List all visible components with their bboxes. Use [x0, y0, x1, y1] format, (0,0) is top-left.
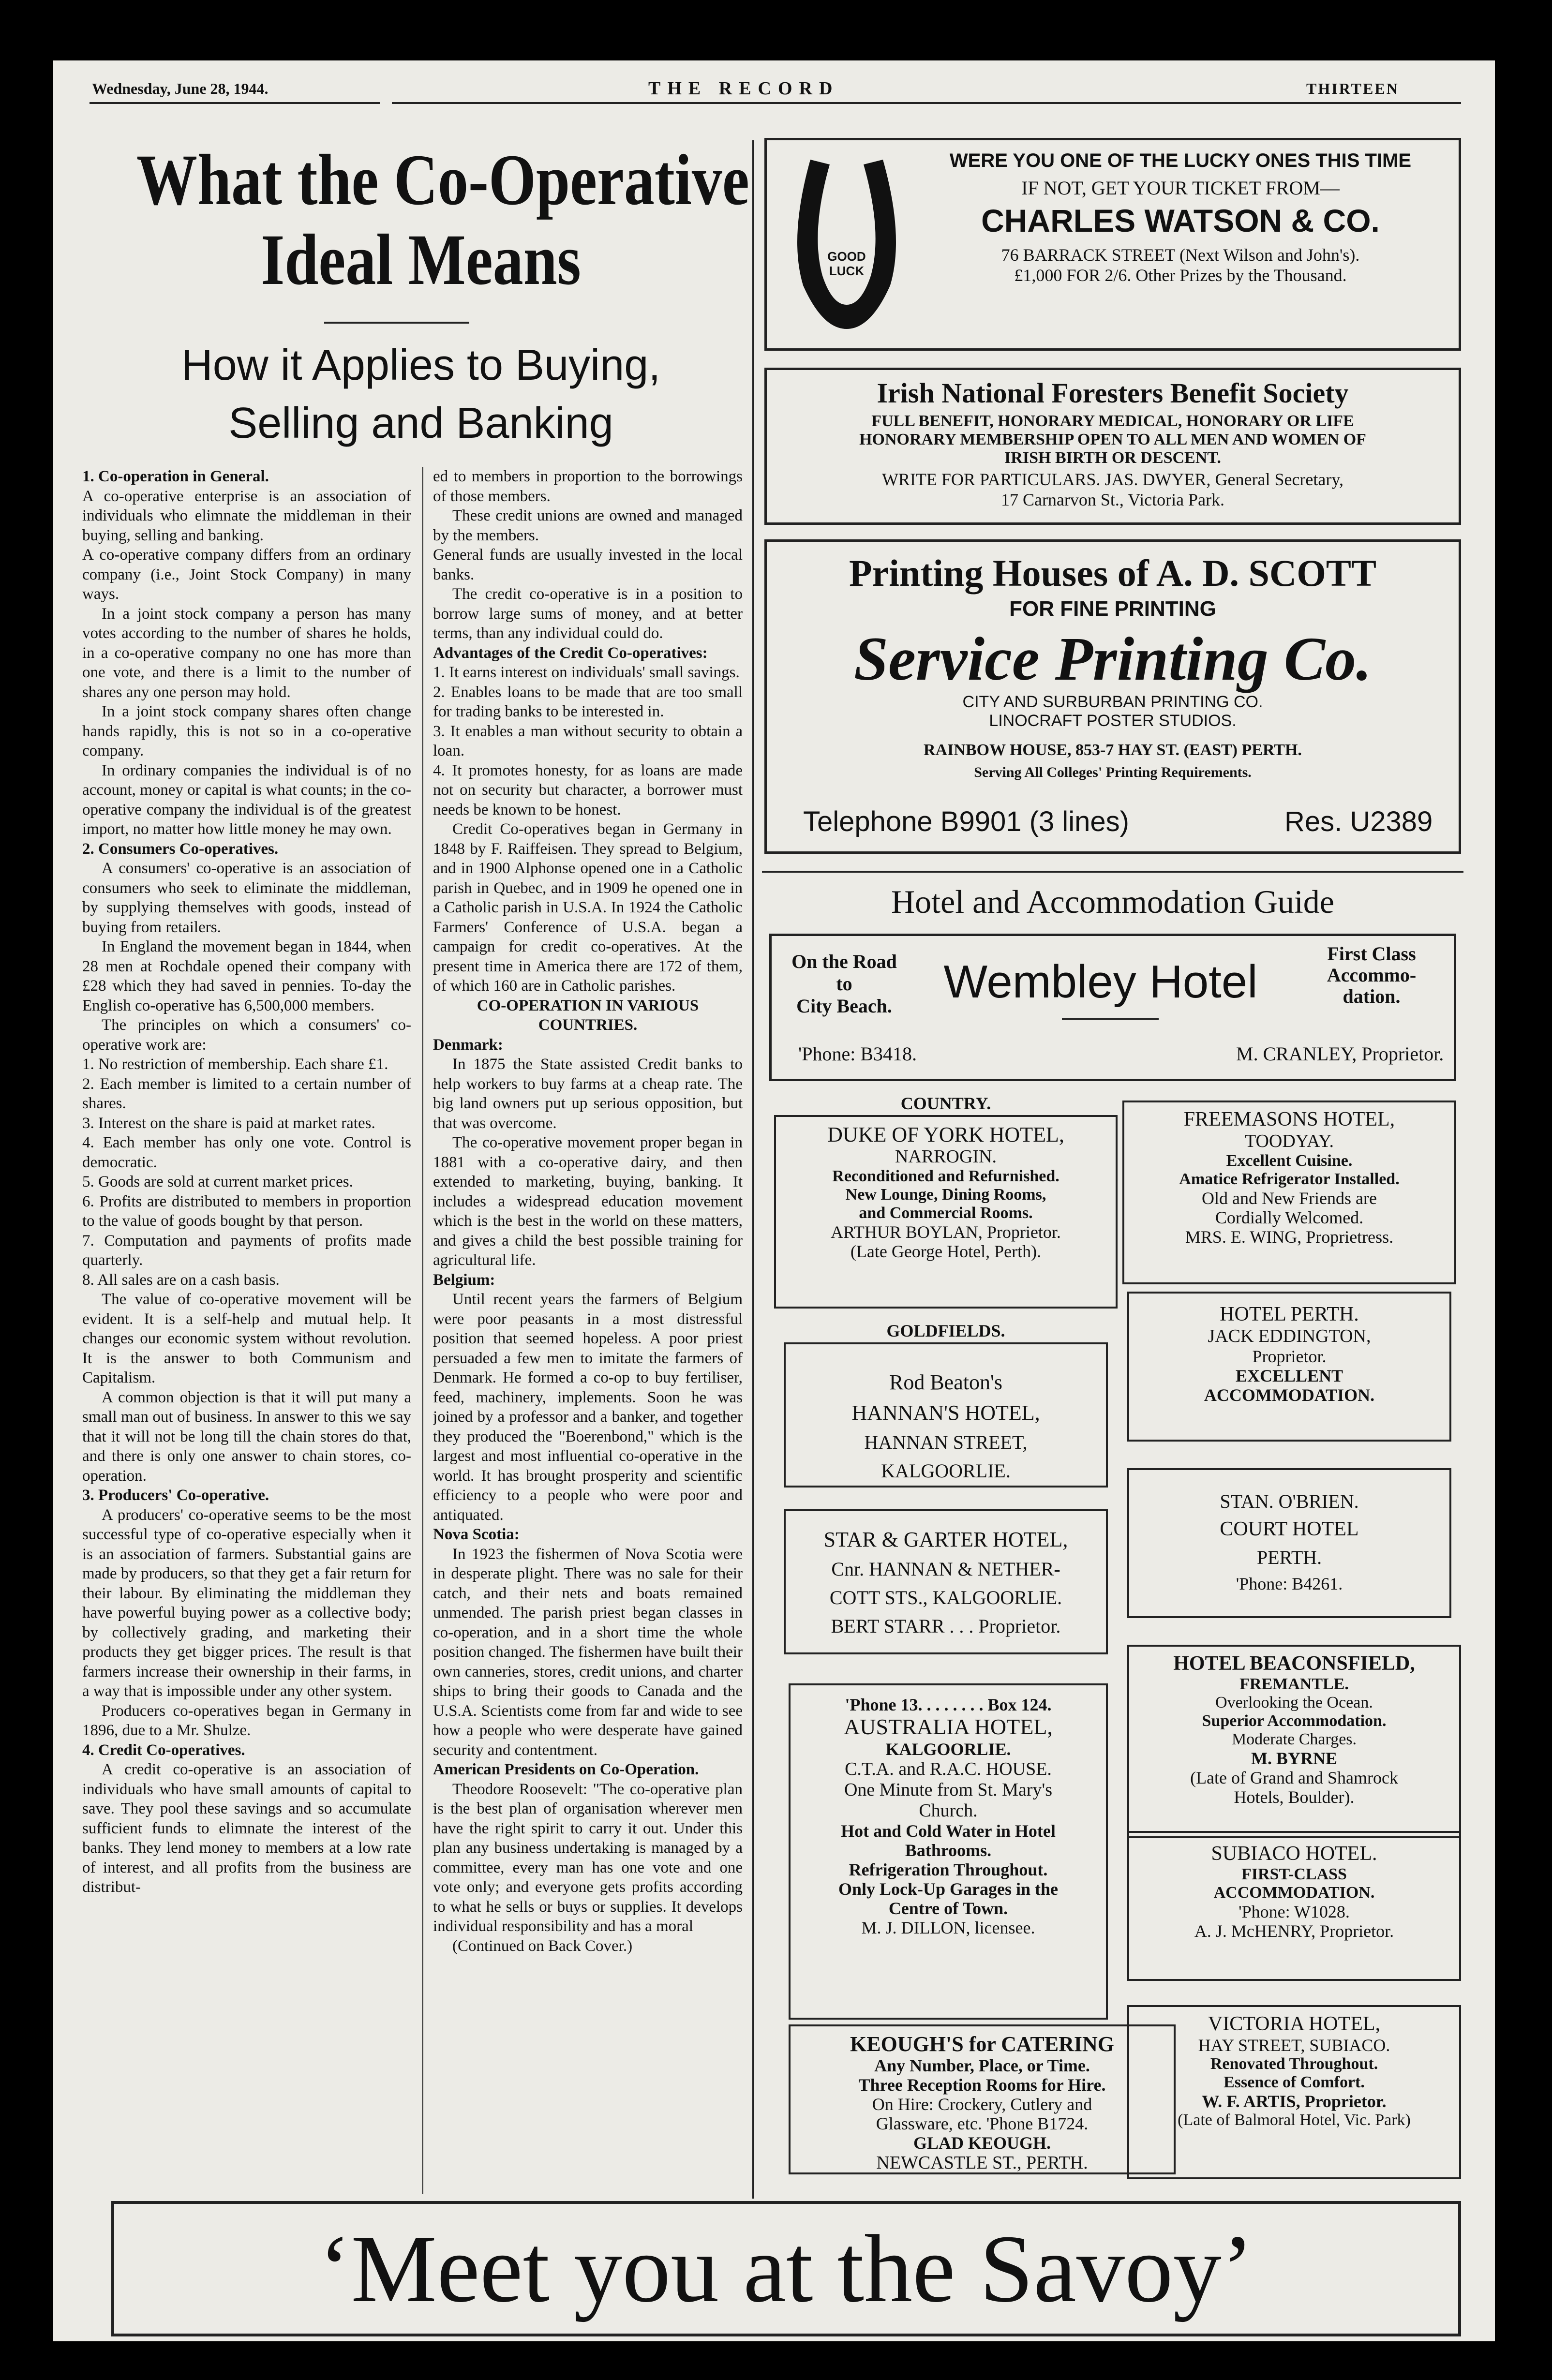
hotel-ad-line: 'Phone: W1028.	[1239, 1902, 1350, 1921]
hotel-ad-line: Amatice Refrigerator Installed.	[1179, 1170, 1400, 1188]
hotel-ad-line: SUBIACO HOTEL.	[1211, 1843, 1377, 1865]
article-paragraph: Producers co-operatives began in Germany in 1896, due to a Mr. Shulze.	[82, 1702, 411, 1739]
hotel-ad-line: Essence of Comfort.	[1224, 2073, 1365, 2091]
article-paragraph: A producers' co-operative seems to be the most successful type of co-operative especially when it is an association of farmers. Substantial gains are made by producers, so that they get a fair return for their labour. By eliminating the middleman they have powerful buying power as a collective body; by collectively grading, and marketing their products they get bigger prices. The result is that farmers increase their ownership in their farms, in a way that is impossible under any other system.	[82, 1506, 411, 1700]
court-hotel-ad	[1127, 1468, 1451, 1618]
article-paragraph: 1. Co-operation in General.	[82, 468, 269, 485]
hotel-ad-line: M. BYRNE	[1251, 1749, 1337, 1768]
article-column-2	[433, 467, 743, 2194]
star-and-garter-hotel-ad	[784, 1509, 1108, 1654]
hotel-ad-line: KALGOORLIE.	[885, 1740, 1011, 1759]
hotel-ad-line: BERT STARR . . . Proprietor.	[831, 1615, 1061, 1637]
article-paragraph: Nova Scotia:	[433, 1526, 520, 1543]
article-paragraph: 3. Producers' Co-operative.	[82, 1487, 269, 1504]
article-paragraph: 2. Enables loans to be made that are too small for trading banks to be interested in.	[433, 683, 743, 720]
article-paragraph: A credit co-operative is an association of individuals who have small amounts of capital to save. They pool these savings and so accumulate sufficient funds to elimnate the interest of the banks. They lend money to members at a low rate of interest, and all profits from the business are distribut-	[82, 1761, 411, 1896]
header-underline-right	[1301, 102, 1461, 104]
victoria-hotel-ad	[1127, 2005, 1461, 2179]
article-paragraph: 1. It earns interest on individuals' small savings.	[433, 664, 740, 681]
hotel-ad-line: COTT STS., KALGOORLIE.	[829, 1587, 1062, 1608]
hotel-ad-line: HAY STREET, SUBIACO.	[1198, 2036, 1390, 2055]
header-underline-left	[90, 102, 380, 104]
hotel-ad-line: Proprietor.	[1252, 1347, 1327, 1366]
article-paragraph: In 1875 the State assisted Credit banks to help workers to buy farms at a cheap rate. The big land owners put up serious opposition, but that was overcome.	[433, 1056, 743, 1132]
article-paragraph: Credit Co-operatives began in Germany in 1848 by F. Raiffeisen. They spread to Belgium, and in 1900 Alphonse opened one in a Catholic parish in Quebec, and in 1909 he opened one in a Catholic parish in U.S.A. In 1924 the Catholic Farmers' Conference of U.S.A. began a campaign for credit co-operatives. At the present time in America there are 172 of them, of which 160 are in Catholic parishes.	[433, 820, 743, 995]
freemasons-hotel-ad	[1122, 1101, 1456, 1284]
article-paragraph: In a joint stock company shares often change hands rapidly, this is not so in a co-operative company.	[82, 703, 411, 759]
hotel-perth-ad	[1127, 1292, 1451, 1442]
hotel-ad-line: STAN. O'BRIEN.	[1220, 1490, 1359, 1512]
newspaper-page	[53, 60, 1495, 2341]
article-paragraph: CO-OPERATION IN VARIOUS COUNTRIES.	[477, 997, 699, 1034]
article-paragraph: 5. Goods are sold at current market prices.	[82, 1173, 353, 1190]
hotel-ad-line: Excellent Cuisine.	[1226, 1152, 1353, 1170]
article-paragraph: The value of co-operative movement will be evident. It is a self-help and mutual help. It changes our economic system without revolution. It is the answer to both Communism and Capitalism.	[82, 1291, 411, 1386]
wembley-hotel-name: Wembley Hotel	[943, 956, 1258, 1008]
header-underline-mid	[392, 102, 1369, 104]
hotel-ad-line: HOTEL BEACONSFIELD,	[1173, 1652, 1415, 1675]
article-paragraph: 1. No restriction of membership. Each share £1.	[82, 1056, 388, 1073]
hotel-ad-line: PERTH.	[1256, 1547, 1322, 1568]
hotel-ad-line: Only Lock-Up Garages in the	[838, 1879, 1059, 1899]
column-rule-inner	[422, 467, 423, 2194]
hotel-ad-line: TOODYAY.	[1244, 1131, 1334, 1151]
hotel-ad-line: Overlooking the Ocean.	[1215, 1694, 1373, 1711]
hotel-ad-line: C.T.A. and R.A.C. HOUSE.	[845, 1759, 1052, 1779]
article-paragraph: Belgium:	[433, 1271, 495, 1289]
article-paragraph: 6. Profits are distributed to members in proportion to the value of goods bought by that person.	[82, 1192, 411, 1230]
hotel-ad-line: COURT HOTEL	[1220, 1518, 1359, 1540]
hannans-hotel-ad	[784, 1342, 1108, 1488]
article-paragraph: (Continued on Back Cover.)	[452, 1937, 633, 1955]
hotel-ad-line: Rod Beaton's	[889, 1370, 1003, 1394]
article-paragraph: 2. Consumers Co-operatives.	[82, 840, 279, 858]
savoy-slogan: ‘Meet you at the Savoy’	[318, 2216, 1254, 2322]
article-paragraph: American Presidents on Co-Operation.	[433, 1761, 699, 1778]
subiaco-hotel-ad	[1127, 1831, 1461, 1981]
hotel-ad-line: JACK EDDINGTON,	[1208, 1326, 1371, 1346]
article-paragraph: In England the movement began in 1844, when 28 men at Rochdale opened their company with £28 which they had saved in pennies. To-day the English co-operative has 6,500,000 members.	[82, 938, 411, 1014]
hotel-ad-line: HANNAN'S HOTEL,	[851, 1401, 1040, 1425]
article-paragraph: In a joint stock company a person has many votes according to the number of shares he holds, in a co-operative company no one has more than one vote, and there is a limit to the number of shares any one person may hold.	[82, 605, 411, 701]
article-paragraph: The principles on which a consumers' co-operative work are:	[82, 1016, 411, 1054]
hotel-ad-line: DUKE OF YORK HOTEL,	[827, 1123, 1064, 1146]
foresters-ad: Irish National Foresters Benefit Society FULL BENEFIT, HONORARY MEDICAL, HONORARY OR LIFE HONORARY MEMBERSHIP OPEN TO ALL MEN AND WOMEN OF IRISH BIRTH OR DESCENT. WRITE FOR PARTICULARS. JAS. DWYER, General Secretary, 17 Carnarvon St., Victoria Park.	[764, 368, 1461, 525]
horseshoe-icon	[784, 150, 910, 334]
article-paragraph: 4. It promotes honesty, for as loans are made not on security but character, a borrower must needs be known to be honest.	[433, 761, 743, 818]
article-title: What the Co-Operative Ideal Means	[136, 140, 749, 300]
article-paragraph: A co-operative enterprise is an association of individuals who elimnate the middleman in their buying, selling and banking.	[82, 487, 411, 544]
hotel-ad-line: Cordially Welcomed.	[1215, 1208, 1364, 1227]
hotel-ad-line: and Commercial Rooms.	[859, 1204, 1033, 1222]
keoughs-catering-ad	[789, 2024, 1176, 2174]
hotel-ad-line: A. J. McHENRY, Proprietor.	[1194, 1921, 1394, 1941]
guide-title: Hotel and Accommodation Guide	[891, 883, 1334, 920]
paper-name: THE RECORD	[648, 78, 839, 99]
hotel-ad-line: (Late of Balmoral Hotel, Vic. Park)	[1178, 2111, 1411, 2129]
hotel-ad-line: M. J. DILLON, licensee.	[861, 1918, 1035, 1937]
hotel-ad-line: Hotels, Boulder).	[1234, 1787, 1355, 1807]
watson-ad	[764, 138, 1461, 351]
hotel-ad-line: ARTHUR BOYLAN, Proprietor.	[831, 1222, 1061, 1242]
hotel-ad-line: KALGOORLIE.	[881, 1460, 1011, 1482]
hotel-ad-line: EXCELLENT	[1235, 1366, 1343, 1385]
hotel-ad-line: New Lounge, Dining Rooms,	[845, 1186, 1046, 1204]
hotel-ad-line: HANNAN STREET,	[864, 1431, 1028, 1453]
hotel-ad-line: Cnr. HANNAN & NETHER-	[831, 1558, 1060, 1580]
article-paragraph: 2. Each member is limited to a certain number of shares.	[82, 1075, 411, 1112]
hotel-ad-line: Centre of Town.	[888, 1899, 1008, 1918]
hotel-ad-line: Any Number, Place, or Time.	[874, 2056, 1090, 2075]
article-paragraph: 3. Interest on the share is paid at market rates.	[82, 1114, 375, 1132]
watson-ad-text: WERE YOU ONE OF THE LUCKY ONES THIS TIME IF NOT, GET YOUR TICKET FROM— CHARLES WATSON & CO. 76 BARRACK STREET (Next Wilson and John's). £1,000 FOR 2/6. Other Prizes by the Thousand.	[949, 150, 1412, 285]
australia-hotel-ad	[789, 1683, 1108, 2020]
scott-printing-ad: Printing Houses of A. D. SCOTT FOR FINE PRINTING Service Printing Co. CITY AND SURBURBAN PRINTING CO. LINOCRAFT POSTER STUDIOS. RAINBOW HOUSE, 853-7 HAY ST. (EAST) PERTH. Serving All Colleges' Printing Requirements. Telephone B9901 (3 lines) Res. U2389	[764, 539, 1461, 854]
title-rule	[324, 322, 469, 324]
hotel-ad-line: AUSTRALIA HOTEL,	[844, 1714, 1053, 1739]
article-paragraph: 8. All sales are on a cash basis.	[82, 1271, 280, 1289]
article-paragraph: 4. Credit Co-operatives.	[82, 1741, 245, 1759]
wembley-hotel-ad: On the Road to City Beach. Wembley Hotel First Class Accommo- dation. 'Phone: B3418. M. CRANLEY, Proprietor.	[769, 934, 1456, 1081]
hotel-ad-line: Hot and Cold Water in Hotel	[841, 1821, 1056, 1841]
article-paragraph: In ordinary companies the individual is of no account, money or capital is what counts; in the co-operative company the individual is of the greatest import, no matter how little money he may own.	[82, 761, 411, 838]
article-subtitle: How it Applies to Buying, Selling and Banking	[181, 341, 661, 447]
hotel-ad-line: W. F. ARTIS, Proprietor.	[1202, 2092, 1387, 2111]
article-paragraph: ed to members in proportion to the borrowings of those members.	[433, 468, 743, 505]
hotel-ad-line: FIRST-CLASS	[1241, 1865, 1347, 1883]
hotel-ad-line: Bathrooms.	[905, 1841, 992, 1860]
hotel-ad-line: ACCOMMODATION.	[1213, 1884, 1375, 1902]
hotel-ad-line: NARROGIN.	[895, 1146, 997, 1167]
article-paragraph: In 1923 the fishermen of Nova Scotia were in desperate plight. There was no sale for their catch, and their nets and boats remained unmended. The parish priest began classes in co-operation, and in a short time the whole position changed. The fishermen have built their own canneries, stores, credit unions, and charter ships to bring their goods to Canada and the U.S.A. Scientists come from far and wide to see how a people who were desperate have gained security and contentment.	[433, 1545, 743, 1759]
hotel-ad-line: MRS. E. WING, Proprietress.	[1185, 1227, 1394, 1247]
hotel-ad-line: (Late George Hotel, Perth).	[850, 1242, 1042, 1261]
hotel-ad-line: FREMANTLE.	[1239, 1675, 1349, 1693]
hotel-ad-line: KEOUGH'S for CATERING	[850, 2032, 1114, 2056]
issue-date: Wednesday, June 28, 1944.	[92, 80, 269, 97]
article-paragraph: 7. Computation and payments of profits made quarterly.	[82, 1232, 411, 1269]
hotel-ad-line: On Hire: Crockery, Cutlery and	[872, 2095, 1092, 2114]
article-column-1	[82, 467, 411, 2194]
hotel-ad-line: GLAD KEOUGH.	[913, 2133, 1051, 2153]
guide-rule	[762, 871, 1463, 873]
article-paragraph: The credit co-operative is in a position to borrow large sums of money, and at better terms, than any individual could do.	[433, 585, 743, 642]
hotel-ad-line: VICTORIA HOTEL,	[1208, 2013, 1381, 2035]
horseshoe-text: GOOD LUCK	[827, 249, 866, 278]
hotel-ad-line: Glassware, etc. 'Phone B1724.	[876, 2114, 1089, 2133]
hotel-ad-line: One Minute from St. Mary's	[844, 1780, 1053, 1800]
hotel-ad-line: Moderate Charges.	[1231, 1730, 1357, 1748]
hotel-ad-line: Old and New Friends are	[1202, 1189, 1377, 1208]
hotel-ad-line: HOTEL PERTH.	[1220, 1303, 1359, 1325]
hotel-ad-line: (Late of Grand and Shamrock	[1190, 1768, 1398, 1787]
hotel-ad-line: Three Reception Rooms for Hire.	[858, 2075, 1106, 2095]
article-paragraph: A consumers' co-operative is an association of consumers who seek to eliminate the middleman, by supplying themselves with goods, instead of buying from retailers.	[82, 860, 411, 936]
hotel-ad-line: FREEMASONS HOTEL,	[1183, 1108, 1395, 1130]
hotel-beaconsfield-ad	[1127, 1645, 1461, 1838]
article-paragraph: Advantages of the Credit Co-operatives:	[433, 644, 708, 662]
article-paragraph: General funds are usually invested in the local banks.	[433, 546, 743, 583]
country-label: COUNTRY.	[900, 1094, 991, 1113]
article-paragraph: 3. It enables a man without security to obtain a loan.	[433, 722, 743, 759]
article-paragraph: Theodore Roosevelt: "The co-operative plan is the best plan of organisation wherever men have the right spirit to carry it out. Under this plan any business undertaking is managed by a committee, every man has one vote and one vote only; and everyone gets profits according to what he sells or buys or supplies. It develops individual responsibility and has a moral	[433, 1780, 743, 1935]
article-paragraph: Until recent years the farmers of Belgium were poor peasants in a most distressful position that seemed hopeless. A poor priest persuaded a few men to imitate the farmers of Denmark. He formed a co-op to buy fertiliser, feed, machinery, implements. Soon he was joined by a professor and a banker, and together they produced the "Boerenbond," which is the largest and most influential co-operative in the world. It has brought prosperity and scientific efficiency to a people who were poor and antiquated.	[433, 1291, 743, 1524]
article-paragraph: Denmark:	[433, 1036, 503, 1054]
hotel-ad-line: 'Phone 13. . . . . . . . Box 124.	[845, 1695, 1052, 1714]
hotel-ad-line: Superior Accommodation.	[1202, 1712, 1387, 1730]
hotel-ad-line: 'Phone: B4261.	[1236, 1574, 1343, 1593]
savoy-banner	[111, 2201, 1461, 2336]
page-number: THIRTEEN	[1306, 80, 1399, 97]
article-paragraph: 4. Each member has only one vote. Control is democratic.	[82, 1134, 411, 1171]
article-paragraph: A common objection is that it will put many a small man out of business. In answer to this we say that it will not be long till the chain stores do that, and there is only one answer to chain stores, co-operation.	[82, 1388, 411, 1485]
duke-of-york-hotel-ad	[774, 1115, 1118, 1309]
hotel-ad-line: Church.	[919, 1800, 978, 1821]
hotel-ad-line: ACCOMMODATION.	[1204, 1385, 1375, 1405]
hotel-ad-line: Renovated Throughout.	[1210, 2055, 1378, 2073]
goldfields-label: GOLDFIELDS.	[886, 1321, 1005, 1340]
hotel-ad-line: Reconditioned and Refurnished.	[832, 1167, 1060, 1185]
hotel-ad-line: NEWCASTLE ST., PERTH.	[876, 2153, 1088, 2173]
hotel-ad-line: STAR & GARTER HOTEL,	[823, 1528, 1068, 1551]
article-paragraph: The co-operative movement proper began in 1881 with a co-operative dairy, and then extended to marketing, buying, banking. It includes a widespread education movement which is the best in the world on these matters, and gives a child the best possible training for agricultural life.	[433, 1134, 743, 1269]
hotel-ad-line: Refrigeration Throughout.	[849, 1860, 1048, 1879]
article-paragraph: These credit unions are owned and managed by the members.	[433, 507, 743, 544]
article-paragraph: A co-operative company differs from an ordinary company (i.e., Joint Stock Company) in many ways.	[82, 546, 411, 603]
